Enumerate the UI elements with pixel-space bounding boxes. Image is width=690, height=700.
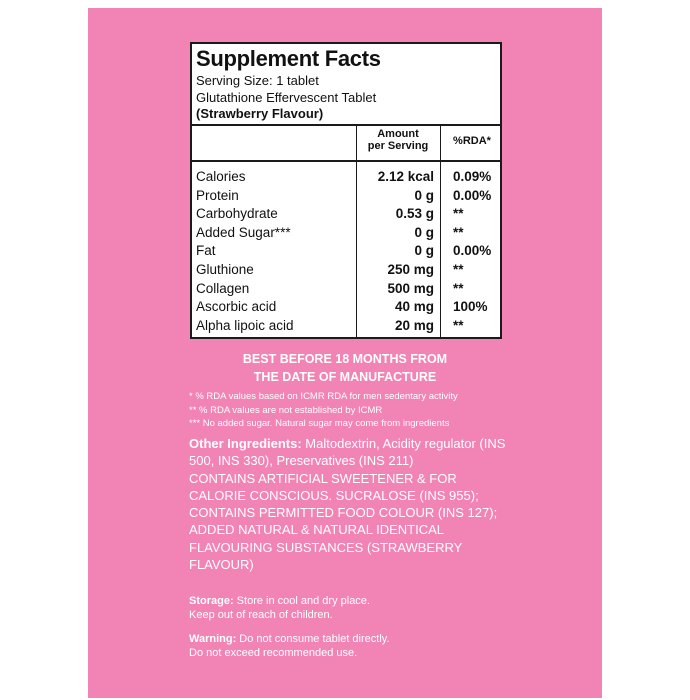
- nutrient-row: [192, 280, 500, 299]
- warning-label: Warning:: [189, 633, 237, 645]
- ingredients-text: Maltodextrin, Acidity regulator (INS 500, INS 330), Preservatives (INS 211): [189, 436, 506, 469]
- nutrient-amount: 0 g: [414, 187, 434, 203]
- nutrient-amount: 40 mg: [394, 299, 434, 315]
- flavour: (Strawberry Flavour): [196, 106, 324, 121]
- storage-instructions: [189, 595, 370, 622]
- nutrient-rda: 0.00%: [453, 187, 492, 203]
- warning-line1: [189, 633, 390, 647]
- footnote: ** % RDA values are not established by ICMR: [189, 404, 383, 416]
- ingredients-line: CALORIE CONSCIOUS. SUCRALOSE (INS 955);: [189, 487, 479, 503]
- ingredients-label: Other Ingredients:: [189, 436, 302, 451]
- nutrient-row: [192, 168, 500, 187]
- nutrient-name: Added Sugar***: [196, 224, 291, 240]
- nutrient-rda: 0.09%: [453, 169, 492, 184]
- nutrient-rda: 100%: [453, 299, 488, 315]
- nutrient-amount: 0 g: [414, 243, 434, 259]
- nutrient-name: Ascorbic acid: [196, 299, 277, 315]
- ingredients-line: ADDED NATURAL & NATURAL IDENTICAL: [189, 522, 444, 538]
- supplement-facts-box: [190, 42, 502, 339]
- nutrient-name: Protein: [196, 187, 239, 203]
- warning-line2: Do not exceed recommended use.: [189, 646, 358, 659]
- nutrient-row: [192, 205, 500, 224]
- best-before-line2: THE DATE OF MANUFACTURE: [253, 370, 437, 384]
- column-header-amount-line1: Amount: [377, 128, 419, 140]
- nutrient-name: Calories: [196, 169, 246, 184]
- product-line: Glutathione Effervescent Tablet: [196, 90, 377, 105]
- footnote: * % RDA values based on ICMR RDA for men sedentary activity: [189, 391, 458, 402]
- divider-top: [192, 124, 500, 126]
- nutrient-rda: **: [453, 224, 464, 240]
- nutrient-row: [192, 317, 500, 336]
- nutrient-amount: 0.53 g: [395, 206, 434, 222]
- nutrient-row: [192, 261, 500, 280]
- nutrient-name: Alpha lipoic acid: [196, 317, 294, 333]
- facts-title: Supplement Facts: [196, 46, 381, 71]
- nutrient-name: Carbohydrate: [196, 206, 278, 222]
- nutrient-amount: 2.12 kcal: [377, 169, 434, 184]
- nutrient-row: [192, 298, 500, 317]
- divider-header: [192, 160, 500, 162]
- column-header-amount-line2: per Serving: [367, 140, 429, 152]
- nutrient-amount: 250 mg: [387, 261, 434, 277]
- nutrient-row: [192, 187, 500, 206]
- nutrient-amount: 500 mg: [387, 280, 434, 296]
- nutrient-name: Fat: [196, 243, 216, 259]
- best-before: [88, 350, 602, 386]
- ingredients-line: CONTAINS PERMITTED FOOD COLOUR (INS 127);: [189, 505, 498, 521]
- ingredients-line: CONTAINS ARTIFICIAL SWEETENER & FOR: [189, 470, 457, 486]
- ingredients-intro: [189, 435, 519, 470]
- nutrient-rda: **: [453, 261, 464, 277]
- rda-footnotes: [189, 390, 458, 431]
- storage-text: Store in cool and dry place.: [233, 595, 370, 607]
- nutrient-rda: 0.00%: [453, 243, 492, 259]
- best-before-line1: [88, 350, 602, 368]
- nutrient-rows: [192, 168, 500, 335]
- storage-label: Storage:: [189, 595, 234, 607]
- nutrient-row: [192, 242, 500, 261]
- best-before-pre: BEST BEFORE: [242, 352, 336, 366]
- footnote: *** No added sugar. Natural sugar may come from ingredients: [189, 418, 450, 429]
- best-before-months: 18: [335, 352, 350, 366]
- nutrient-name: Gluthione: [196, 261, 254, 277]
- nutrient-rda: **: [453, 280, 464, 296]
- storage-line1: [189, 595, 370, 609]
- nutrient-name: Collagen: [196, 280, 250, 296]
- column-header-rda: %RDA*: [453, 135, 491, 147]
- ingredients-line: FLAVOURING SUBSTANCES (STRAWBERRY: [189, 539, 463, 555]
- best-before-post: MONTHS FROM: [349, 352, 448, 366]
- warning-instructions: [189, 633, 390, 660]
- nutrient-rda: **: [453, 206, 464, 222]
- column-header-amount: [358, 128, 438, 152]
- storage-line2: Keep out of reach of children.: [189, 608, 333, 621]
- warning-text: Do not consume tablet directly.: [236, 633, 390, 645]
- serving-size: Serving Size: 1 tablet: [196, 73, 319, 88]
- nutrient-row: [192, 224, 500, 243]
- nutrient-amount: 0 g: [414, 224, 434, 240]
- nutrient-amount: 20 mg: [394, 317, 434, 333]
- nutrient-rda: **: [453, 317, 464, 333]
- ingredients-line: FLAVOUR): [189, 557, 254, 573]
- other-ingredients: [189, 435, 519, 573]
